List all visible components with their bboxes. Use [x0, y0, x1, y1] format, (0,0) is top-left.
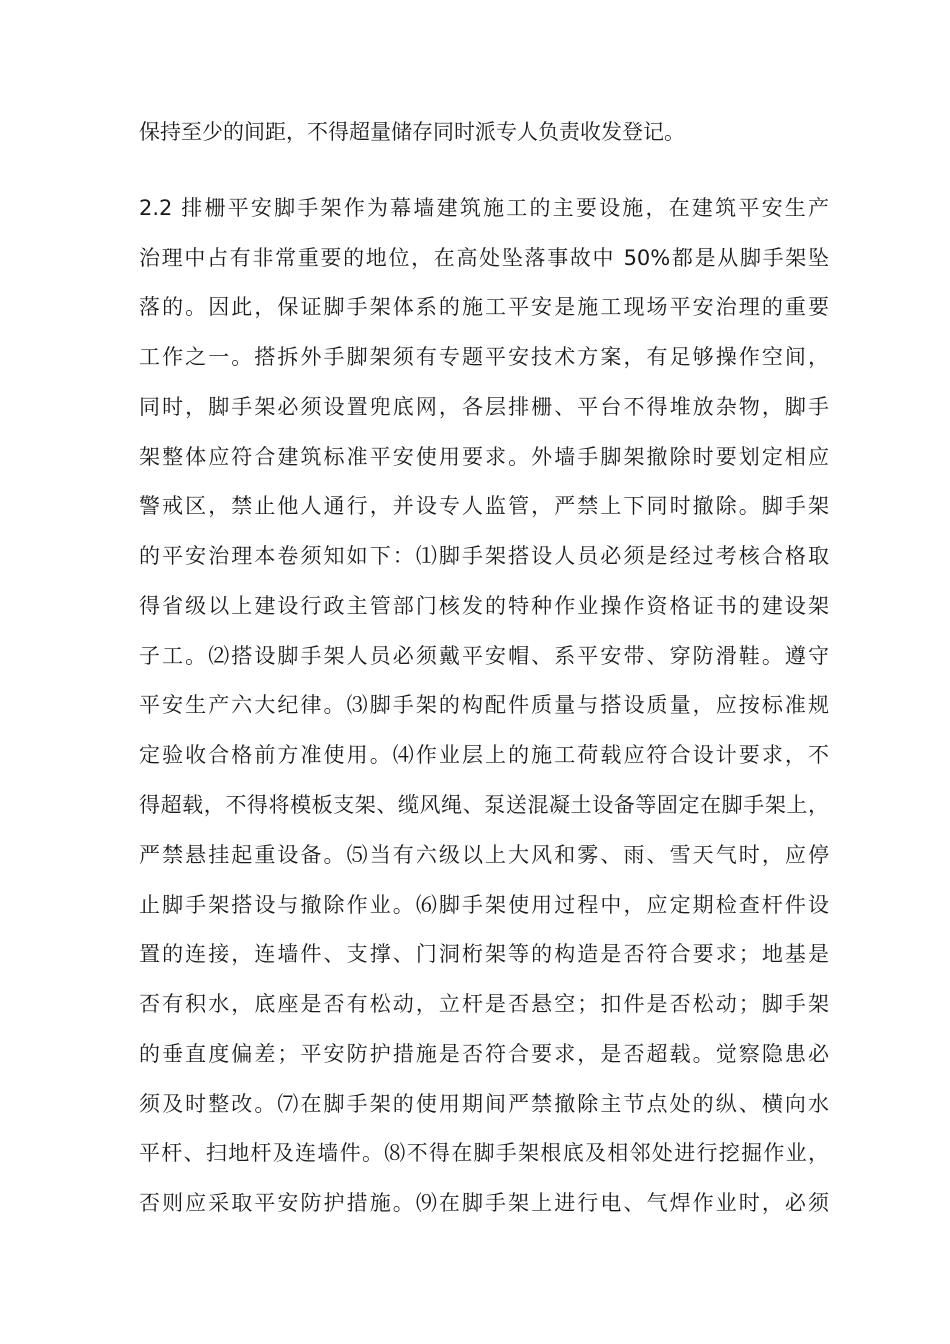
- text-line: 子工。⑵搭设脚手架人员必须戴平安帽、系平安带、穿防滑鞋。遵守: [139, 644, 829, 668]
- text-line: 严禁悬挂起重设备。⑸当有六级以上大风和雾、雨、雪天气时，应停: [139, 843, 829, 867]
- text-line: 落的。因此，保证脚手架体系的施工平安是施工现场平安治理的重要: [139, 295, 829, 319]
- text-line: 置的连接，连墙件、支撑、门洞桁架等的构造是否符合要求；地基是: [139, 942, 829, 966]
- text-line: 定验收合格前方准使用。⑷作业层上的施工荷载应符合设计要求，不: [139, 743, 829, 767]
- text-line: 否则应采取平安防护措施。⑼在脚手架上进行电、气焊作业时，必须: [139, 1191, 829, 1215]
- text-line: 得省级以上建设行政主管部门核发的特种作业操作资格证书的建设架: [139, 594, 829, 618]
- text-line: 治理中占有非常重要的地位，在高处坠落事故中 50%都是从脚手架坠: [139, 246, 829, 270]
- text-line: 否有积水，底座是否有松动，立杆是否悬空；扣件是否松动；脚手架: [139, 992, 829, 1016]
- text-line: 须及时整改。⑺在脚手架的使用期间严禁撤除主节点处的纵、横向水: [139, 1092, 829, 1116]
- text-line: 架整体应符合建筑标准平安使用要求。外墙手脚架撤除时要划定相应: [139, 445, 829, 469]
- text-line: 得超载，不得将模板支架、缆风绳、泵送混凝土设备等固定在脚手架上，: [139, 793, 829, 817]
- text-line: 止脚手架搭设与撤除作业。⑹脚手架使用过程中，应定期检查杆件设: [139, 893, 829, 917]
- text-line: 警戒区，禁止他人通行，并设专人监管，严禁上下同时撤除。脚手架: [139, 494, 829, 518]
- text-line: 工作之一。搭拆外手脚架须有专题平安技术方案，有足够操作空间，: [139, 345, 829, 369]
- text-line: 保持至少的间距，不得超量储存同时派专人负责收发登记。: [139, 120, 685, 144]
- text-line: 平杆、扫地杆及连墙件。⑻不得在脚手架根底及相邻处进行挖掘作业，: [139, 1141, 829, 1165]
- text-line: 2.2 排栅平安脚手架作为幕墙建筑施工的主要设施，在建筑平安生产: [139, 196, 829, 220]
- text-line: 平安生产六大纪律。⑶脚手架的构配件质量与搭设质量，应按标准规: [139, 693, 829, 717]
- text-line: 同时，脚手架必须设置兜底网，各层排栅、平台不得堆放杂物，脚手: [139, 395, 829, 419]
- text-line: 的垂直度偏差；平安防护措施是否符合要求，是否超载。觉察隐患必: [139, 1042, 829, 1066]
- text-line: 的平安治理本卷须知如下：⑴脚手架搭设人员必须是经过考核合格取: [139, 544, 829, 568]
